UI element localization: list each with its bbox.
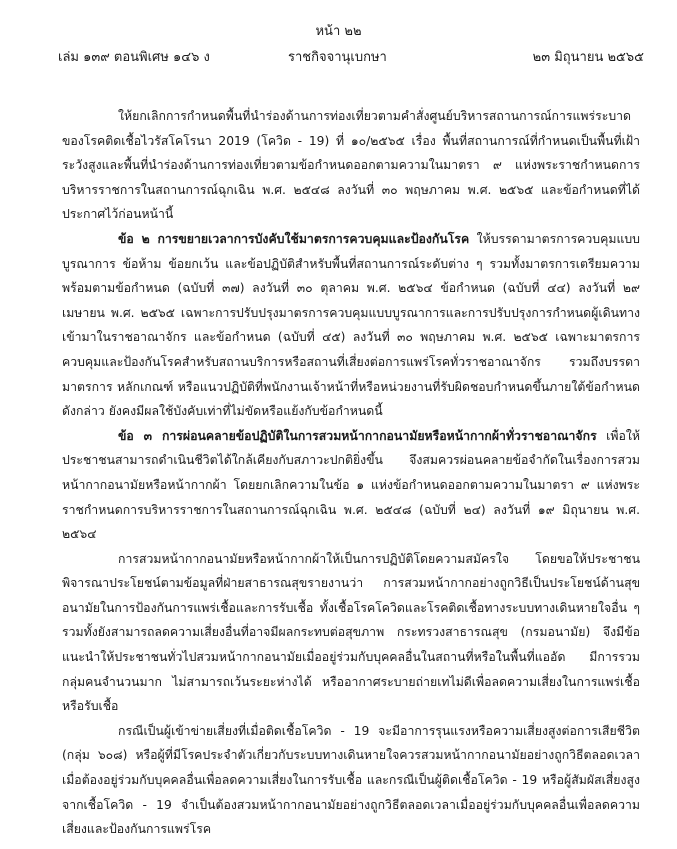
gazette-header [58,46,644,68]
clause-2 [62,227,640,424]
paragraph-1-text: ให้ยกเลิกการกำหนดพื้นที่นำร่องด้านการท่องเที่ยวตามคำสั่งศูนย์บริหารสถานการณ์การแพร่ระบาดของโรคติดเชื้อไวรัสโคโรนา 2019 (โควิด - 19) ที่ ๑๐/๒๕๖๕ เรื่อง พื้นที่สถานการณ์ที่กำหนดเป็นพื้นที่เฝ้าระวังสูงและพื้นที่นำร่องด้านการท่องเที่ยวตามข้อกำหนดออกตามความในมาตรา ๙ แห่งพระราชกำหนดการบริหารราชการในสถานการณ์ฉุกเฉิน พ.ศ. ๒๕๔๘ ลงวันที่ ๓๐ พฤษภาคม พ.ศ. ๒๕๖๕ และข้อกำหนดที่ได้ประกาศไว้ก่อนหน้านี้ [62,109,640,222]
paragraph-5-text: กรณีเป็นผู้เข้าข่ายเสี่ยงที่เมื่อติดเชื้อโควิด - 19 จะมีอาการรุนแรงหรือความเสี่ยงสูงต่อการเสียชีวิต (กลุ่ม ๖๐๘) หรือผู้ที่มีโรคประจำตัวเกี่ยวกับระบบทางเดินหายใจควรสวมหน้ากากอนามัยอย่างถูกวิธีตลอดเวลาเมื่อต้องอยู่ร่วมกับบุคคลอื่นเพื่อลดความเสี่ยงในการรับเชื้อ และกรณีเป็นผู้ติดเชื้อโควิด - 19 หรือผู้สัมผัสเสี่ยงสูงจากเชื้อโควิด - 19 จำเป็นต้องสวมหน้ากากอนามัยอย่างถูกวิธีตลอดเวลาเมื่ออยู่ร่วมกับบุคคลอื่นเพื่อลดความเสี่ยงและป้องกันการแพร่โรค [62,723,640,837]
publication-date: ๒๓ มิถุนายน ๒๕๖๕ [532,50,644,65]
clause-3 [62,424,640,547]
volume-issue: เล่ม ๑๓๙ ตอนพิเศษ ๑๔๖ ง [58,50,210,65]
paragraph-1 [62,104,640,227]
paragraph-high-risk [62,719,640,842]
clause-2-text: ให้บรรดามาตรการควบคุมแบบบูรณาการ ข้อห้าม ข้อยกเว้น และข้อปฏิบัติสำหรับพื้นที่สถานการณ์ระดับต่าง ๆ รวมทั้งมาตรการเตรียมความพร้อมตามข้อกำหนด (ฉบับที่ ๓๗) ลงวันที่ ๓๐ ตุลาคม พ.ศ. ๒๕๖๔ ข้อกำหนด (ฉบับที่ ๔๔) ลงวันที่ ๒๙ เมษายน พ.ศ. ๒๕๖๕ เฉพาะการปรับปรุงมาตรการควบคุมแบบบูรณาการและการปรับปรุงการกำหนดผู้เดินทางเข้ามาในราชอาณาจักร และข้อกำหนด (ฉบับที่ ๔๕) ลงวันที่ ๓๐ พฤษภาคม พ.ศ. ๒๕๖๕ เฉพาะมาตรการควบคุมและป้องกันโรคสำหรับสถานบริการหรือสถานที่เสี่ยงต่อการแพร่โรคทั่วราชอาณาจักร รวมถึงบรรดามาตรการ หลักเกณฑ์ หรือแนวปฏิบัติที่พนักงานเจ้าหน้าที่หรือหน่วยงานที่รับผิดชอบกำหนดขึ้นภายใต้ข้อกำหนดดังกล่าว ยังคงมีผลใช้บังคับเท่าที่ไม่ขัดหรือแย้งกับข้อกำหนดนี้ [62,231,640,419]
paragraph-4-text: การสวมหน้ากากอนามัยหรือหน้ากากผ้าให้เป็นการปฏิบัติโดยความสมัครใจ โดยขอให้ประชาชนพิจารณาประโยชน์ตามข้อมูลที่ฝ่ายสาธารณสุขรายงานว่า การสวมหน้ากากอย่างถูกวิธีเป็นประโยชน์ด้านสุขอนามัยในการป้องกันการแพร่เชื้อและการรับเชื้อ ทั้งเชื้อโรคโควิดและโรคติดเชื้อทางระบบทางเดินหายใจอื่น ๆ รวมทั้งยังสามารถลดความเสี่ยงอื่นที่อาจมีผลกระทบต่อสุขภาพ กระทรวงสาธารณสุข (กรมอนามัย) จึงมีข้อแนะนำให้ประชาชนทั่วไปสวมหน้ากากอนามัยเมื่ออยู่ร่วมกับบุคคลอื่นในสถานที่หรือในพื้นที่แออัด มีการรวมกลุ่มคนจำนวนมาก ไม่สามารถเว้นระยะห่างได้ หรืออากาศระบายถ่ายเทไม่ดีเพื่อลดความเสี่ยงในการแพร่เชื้อหรือรับเชื้อ [62,551,640,714]
document-body [62,104,640,842]
clause-3-text: เพื่อให้ประชาชนสามารถดำเนินชีวิตได้ใกล้เคียงกับสภาวะปกติยิ่งขึ้น จึงสมควรผ่อนคลายข้อจำกัดในเรื่องการสวมหน้ากากอนามัยหรือหน้ากากผ้า โดยยกเลิกความในข้อ ๑ แห่งข้อกำหนดออกตามความในมาตรา ๙ แห่งพระราชกำหนดการบริหารราชการในสถานการณ์ฉุกเฉิน พ.ศ. ๒๕๔๘ (ฉบับที่ ๒๔) ลงวันที่ ๑๙ มิถุนายน พ.ศ. ๒๕๖๔ [62,428,640,542]
paragraph-mask-voluntary [62,547,640,719]
clause-3-heading: ข้อ ๓ การผ่อนคลายข้อปฏิบัติในการสวมหน้ากากอนามัยหรือหน้ากากผ้าทั่วราชอาณาจักร [118,428,597,443]
page-number: หน้า ๒๒ [315,24,362,39]
publication-title: ราชกิจจานุเบกษา [288,50,387,65]
clause-2-heading: ข้อ ๒ การขยายเวลาการบังคับใช้มาตรการควบคุมและป้องกันโรค [118,231,470,246]
